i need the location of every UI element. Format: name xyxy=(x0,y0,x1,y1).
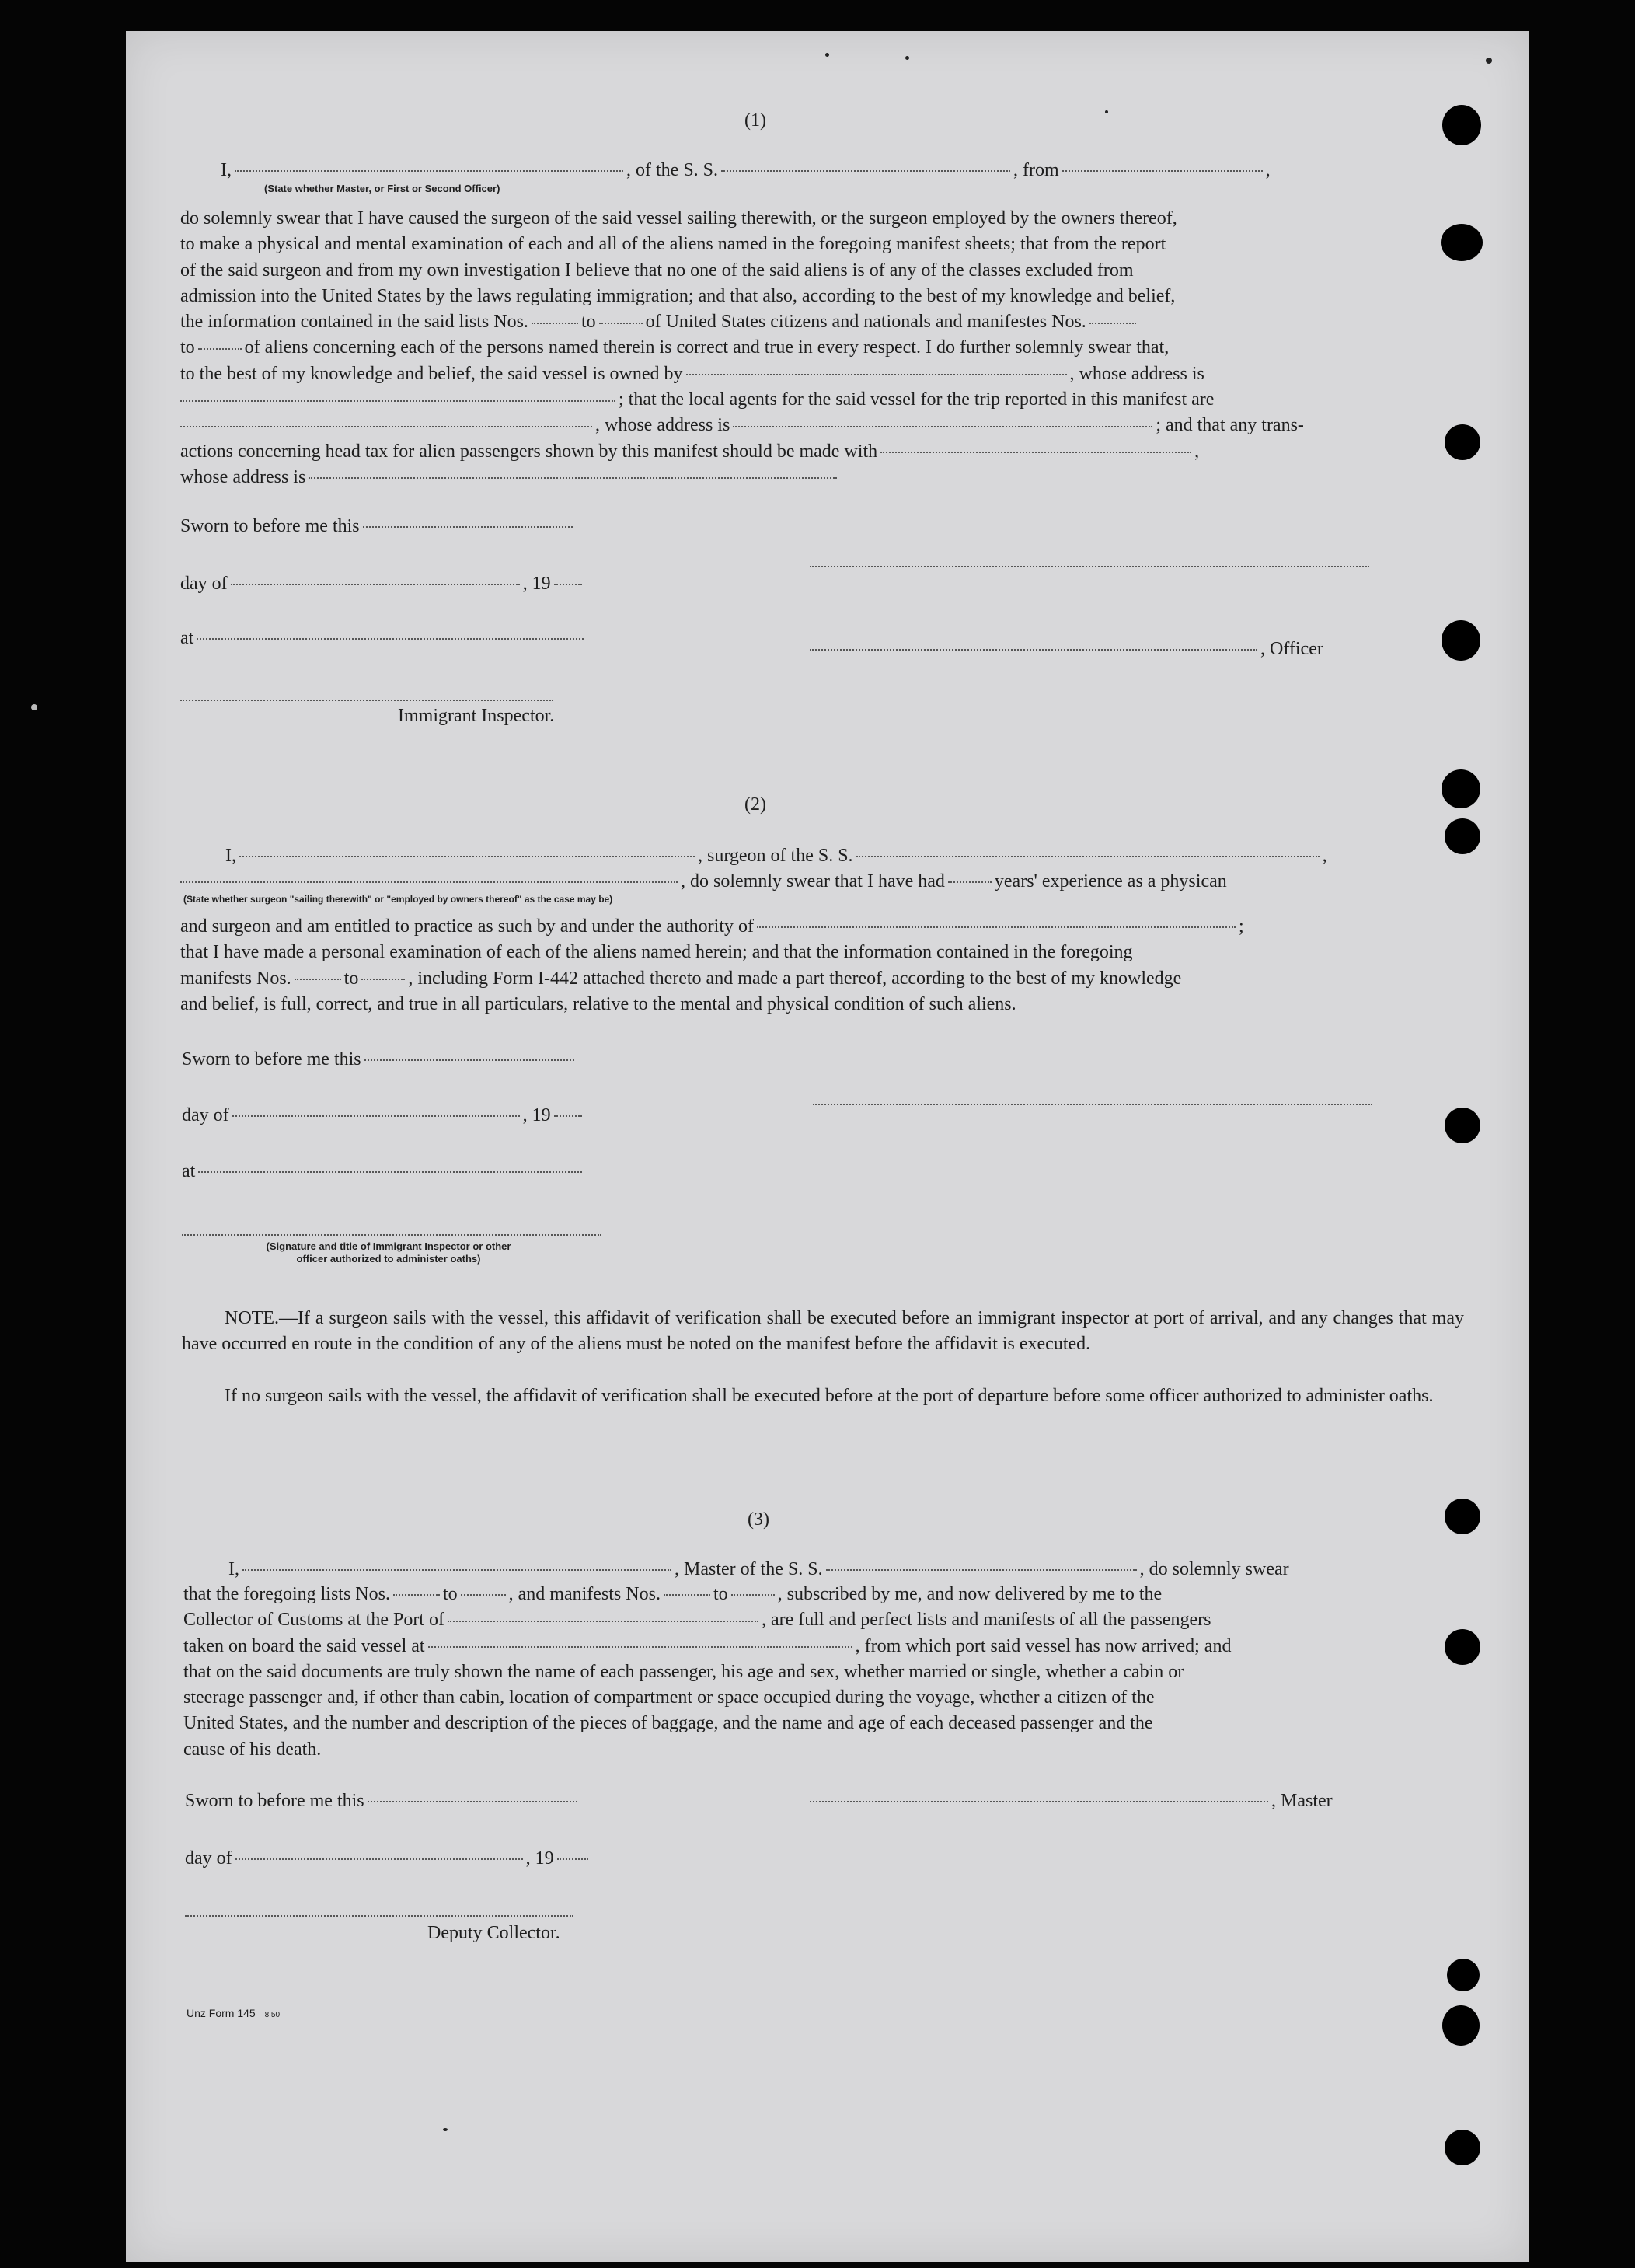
s2-day-field[interactable] xyxy=(232,1115,520,1117)
s2-dayof-label: day of xyxy=(182,1105,229,1125)
punch-hole xyxy=(1445,1108,1480,1143)
s3-year-label: , 19 xyxy=(525,1848,554,1868)
form-number xyxy=(187,2007,280,2019)
s1-l7a: to the best of my knowledge and belief, the said vessel is owned by xyxy=(180,363,683,384)
s1-l2: to make a physical and mental examination of each and all of the aliens named in the foregoing manifest sheets; that from the report xyxy=(180,234,1166,255)
s2-i-label: I, xyxy=(225,846,236,866)
s3-l2 xyxy=(183,1607,1466,1633)
s1-agents-field[interactable] xyxy=(180,426,592,427)
s1-name-field[interactable] xyxy=(235,170,623,172)
s1-l3: of the said surgeon and from my own investigation I believe that no one of the said aliens is of any of the classes excluded from xyxy=(180,260,1134,281)
punch-hole xyxy=(1445,818,1480,854)
s2-body xyxy=(180,914,1462,1017)
s3-manifest-to-field[interactable] xyxy=(731,1594,775,1596)
s1-l11: whose address is xyxy=(180,466,306,487)
s2-vessel-field[interactable] xyxy=(856,856,1320,857)
s3-collector: Deputy Collector. xyxy=(427,1923,560,1943)
punch-hole xyxy=(1447,1959,1480,1991)
s3-l3b: , from which port said vessel has now arrived; and xyxy=(855,1635,1232,1656)
s1-manifest-from-field[interactable] xyxy=(1089,323,1136,324)
s3-sworn-field[interactable] xyxy=(368,1801,577,1802)
s3-master-label: , Master xyxy=(1271,1791,1333,1811)
s2-manifest-to-field[interactable] xyxy=(361,979,405,980)
s2-years-field[interactable] xyxy=(948,881,992,883)
s1-at xyxy=(180,626,587,650)
s2-manifest-from-field[interactable] xyxy=(295,979,341,980)
s3-i-label: I, xyxy=(228,1559,239,1579)
s1-sworn-field[interactable] xyxy=(363,526,573,528)
s2-capacity-field[interactable] xyxy=(180,881,678,883)
s1-l9 xyxy=(180,413,1462,438)
s2-l3b: to xyxy=(343,968,359,989)
s3-l1 xyxy=(183,1582,1466,1607)
s1-body xyxy=(180,206,1462,490)
section-2-number: (2) xyxy=(744,794,766,815)
punch-hole xyxy=(1442,105,1481,145)
s1-vessel-field[interactable] xyxy=(721,170,1010,172)
s3-l6: United States, and the number and description of the pieces of baggage, and the name and age of each deceased passenger and the xyxy=(183,1713,1153,1734)
s3-taken-port-field[interactable] xyxy=(428,1646,852,1648)
s1-owner-address-field[interactable] xyxy=(180,400,615,402)
s1-owner-field[interactable] xyxy=(686,374,1067,375)
s1-from-field[interactable] xyxy=(1062,170,1263,172)
s2-l3 xyxy=(180,966,1462,992)
s1-l10b: , xyxy=(1194,441,1200,462)
s2-l4: and belief, is full, correct, and true in all particulars, relative to the mental and physical condition of such aliens. xyxy=(180,993,1016,1014)
s1-dayof-label: day of xyxy=(180,574,228,594)
s1-inspector-line[interactable] xyxy=(180,700,553,701)
s1-l7b: , whose address is xyxy=(1069,363,1204,384)
s2-l3c: , including Form I-442 attached thereto and made a part thereof, according to the best of my knowledge xyxy=(408,968,1182,989)
s3-manifest-from-field[interactable] xyxy=(664,1594,710,1596)
s1-l10 xyxy=(180,439,1462,465)
s3-l1b: to xyxy=(442,1584,458,1604)
s3-l1e: , subscribed by me, and now delivered by me to the xyxy=(777,1584,1163,1604)
s2-year-label: , 19 xyxy=(522,1105,551,1125)
s1-l6a: to xyxy=(180,337,195,358)
s1-officer-label: , Officer xyxy=(1260,639,1323,659)
s1-inspector: Immigrant Inspector. xyxy=(398,706,555,726)
s2-note: (State whether surgeon "sailing therewith" or "employed by owners thereof" as the case may be) xyxy=(183,894,613,905)
s1-comma: , xyxy=(1265,160,1271,180)
s1-l4: admission into the United States by the laws regulating immigration; and that also, according to the best of my knowledge and belief, xyxy=(180,285,1176,306)
s3-sworn-label: Sworn to before me this xyxy=(185,1791,364,1811)
s2-note-paragraph-2: If no surgeon sails with the vessel, the affidavit of verification shall be executed before at the port of departure before some officer authorized to administer oaths. xyxy=(225,1386,1434,1406)
punch-hole xyxy=(1442,769,1480,808)
s1-list-from-field[interactable] xyxy=(532,323,578,324)
s1-l11 xyxy=(180,465,1462,490)
s1-l1: do solemnly swear that I have caused the surgeon of the said vessel sailing therewith, or the surgeon employed by the owners thereof, xyxy=(180,208,1177,229)
s2-comma: , xyxy=(1322,846,1327,866)
s3-port-field[interactable] xyxy=(448,1621,758,1622)
s2-l3a: manifests Nos. xyxy=(180,968,291,989)
s2-at-label: at xyxy=(182,1161,196,1181)
s2-line-swear xyxy=(180,870,1227,893)
s2-sig-note-2: officer authorized to administer oaths) xyxy=(296,1253,481,1265)
s1-headtax-address-field[interactable] xyxy=(309,477,837,479)
form-code: 8 50 xyxy=(264,2011,281,2019)
s3-vessel-field[interactable] xyxy=(826,1569,1137,1571)
s1-signature-line[interactable] xyxy=(810,566,1369,567)
s3-day-field[interactable] xyxy=(235,1858,523,1860)
speck xyxy=(1105,110,1108,113)
speck xyxy=(443,2128,448,2131)
form-number-label: Unz Form 145 xyxy=(187,2007,256,2019)
s2-year-field[interactable] xyxy=(554,1115,582,1117)
s3-l3a: taken on board the said vessel at xyxy=(183,1635,425,1656)
s2-note-paragraph-1: NOTE.—If a surgeon sails with the vessel, this affidavit of verification shall be executed before an immigrant inspector at port of arrival, and any changes that may have occurred en route in the condition of any of the aliens must be noted on the manifest before the affidavit is executed. xyxy=(182,1308,1464,1355)
s3-list-to-field[interactable] xyxy=(461,1594,506,1596)
s1-sworn-label: Sworn to before me this xyxy=(180,516,360,536)
s2-inspector-line[interactable] xyxy=(182,1234,601,1236)
speck xyxy=(905,56,909,60)
s1-l10a: actions concerning head tax for alien passengers shown by this manifest should be made with xyxy=(180,441,878,462)
s1-list-to-field[interactable] xyxy=(599,323,643,324)
s1-sworn xyxy=(180,515,576,538)
s2-sig-note xyxy=(218,1240,560,1265)
s2-sworn-label: Sworn to before me this xyxy=(182,1049,361,1069)
s2-surgeon-of-label: , surgeon of the S. S. xyxy=(698,846,853,866)
section-1-number: (1) xyxy=(744,110,766,131)
speck xyxy=(1486,58,1492,64)
s1-l9a: , whose address is xyxy=(595,415,730,436)
s1-day-field[interactable] xyxy=(231,584,520,585)
form-page xyxy=(126,31,1529,2262)
punch-hole xyxy=(1445,2130,1480,2165)
s1-l5a: the information contained in the said lists Nos. xyxy=(180,312,528,333)
punch-hole xyxy=(1442,2005,1480,2046)
s2-l2: that I have made a personal examination of each of the aliens named herein; and that the information contained in the foregoing xyxy=(180,942,1133,963)
s2-signature-line[interactable] xyxy=(813,1104,1372,1105)
s3-l2a: Collector of Customs at the Port of xyxy=(183,1610,444,1631)
s3-sworn xyxy=(185,1789,580,1813)
s1-dayof xyxy=(180,572,585,595)
s3-year-field[interactable] xyxy=(557,1858,588,1860)
s1-l8 xyxy=(180,387,1462,413)
s2-l1-text: and surgeon and am entitled to practice as such by and under the authority of xyxy=(180,916,754,937)
s1-l7 xyxy=(180,361,1462,387)
s3-l7: cause of his death. xyxy=(183,1739,322,1760)
s2-dayof xyxy=(182,1104,585,1127)
s3-list-from-field[interactable] xyxy=(393,1594,440,1596)
s3-swear-label: , do solemnly swear xyxy=(1139,1559,1289,1579)
s3-l2b: , are full and perfect lists and manifests of all the passengers xyxy=(761,1610,1211,1631)
s1-l8: ; that the local agents for the said vessel for the trip reported in this manifest are xyxy=(619,389,1215,410)
s2-l1 xyxy=(180,914,1462,940)
s3-master xyxy=(810,1789,1333,1813)
s1-l6 xyxy=(180,335,1462,361)
s3-master-sig-field[interactable] xyxy=(810,1801,1268,1802)
s1-of-ss-label: , of the S. S. xyxy=(626,160,719,180)
scan-mark xyxy=(31,704,37,710)
s1-officer xyxy=(810,637,1323,661)
s2-swear-label: , do solemnly swear that I have had xyxy=(681,871,945,891)
s1-line-i xyxy=(221,159,1271,182)
s3-l1a: that the foregoing lists Nos. xyxy=(183,1584,390,1604)
s3-l3 xyxy=(183,1634,1466,1659)
s3-master-of-label: , Master of the S. S. xyxy=(675,1559,823,1579)
s1-l5b: to xyxy=(580,312,596,333)
s1-year-field[interactable] xyxy=(554,584,582,585)
s1-note: (State whether Master, or First or Second Officer) xyxy=(264,183,500,194)
s3-body xyxy=(183,1582,1466,1763)
punch-hole xyxy=(1445,1499,1480,1534)
s1-at-field[interactable] xyxy=(197,638,584,640)
punch-hole xyxy=(1442,620,1480,661)
speck xyxy=(825,53,829,57)
s1-officer-field[interactable] xyxy=(810,649,1257,651)
s2-surgeon-name-field[interactable] xyxy=(239,856,695,857)
s2-sig-note-1: (Signature and title of Immigrant Inspector or other xyxy=(266,1240,511,1252)
s3-dayof xyxy=(185,1847,591,1870)
s3-l5: steerage passenger and, if other than cabin, location of compartment or space occupied during the voyage, whether a citizen of the xyxy=(183,1687,1155,1708)
s2-at-field[interactable] xyxy=(198,1171,582,1173)
s1-l6b: of aliens concerning each of the persons named therein is correct and true in every respect. I do further solemnly swear that, xyxy=(244,337,1170,358)
s2-sworn-field[interactable] xyxy=(364,1059,574,1061)
s1-year-label: , 19 xyxy=(522,574,551,594)
s2-authority-field[interactable] xyxy=(757,926,1236,928)
s3-master-name-field[interactable] xyxy=(242,1569,671,1571)
s2-at xyxy=(182,1160,585,1183)
s3-l1d: to xyxy=(713,1584,728,1604)
s2-semi: ; xyxy=(1239,916,1244,937)
s1-l5 xyxy=(180,309,1462,335)
s2-line-i xyxy=(225,844,1327,867)
s1-l9b: ; and that any trans- xyxy=(1156,415,1304,436)
s2-years-label: years' experience as a physican xyxy=(994,871,1227,891)
s3-l4: that on the said documents are truly shown the name of each passenger, his age and sex, whether married or single, whether a cabin or xyxy=(183,1661,1184,1682)
s1-headtax-field[interactable] xyxy=(880,452,1191,453)
s2-sworn xyxy=(182,1048,577,1071)
s1-l5c: of United States citizens and nationals and manifestes Nos. xyxy=(645,312,1086,333)
s1-at-label: at xyxy=(180,628,194,648)
s1-agents-address-field[interactable] xyxy=(733,426,1152,427)
s1-from-label: , from xyxy=(1013,160,1059,180)
s3-dayof-label: day of xyxy=(185,1848,232,1868)
s1-i-label: I, xyxy=(221,160,232,180)
section-3-number: (3) xyxy=(748,1509,769,1530)
s3-line-i xyxy=(228,1558,1289,1581)
s1-manifest-to-field[interactable] xyxy=(198,348,242,350)
s3-collector-line[interactable] xyxy=(185,1915,573,1917)
s3-l1c: , and manifests Nos. xyxy=(508,1584,661,1604)
